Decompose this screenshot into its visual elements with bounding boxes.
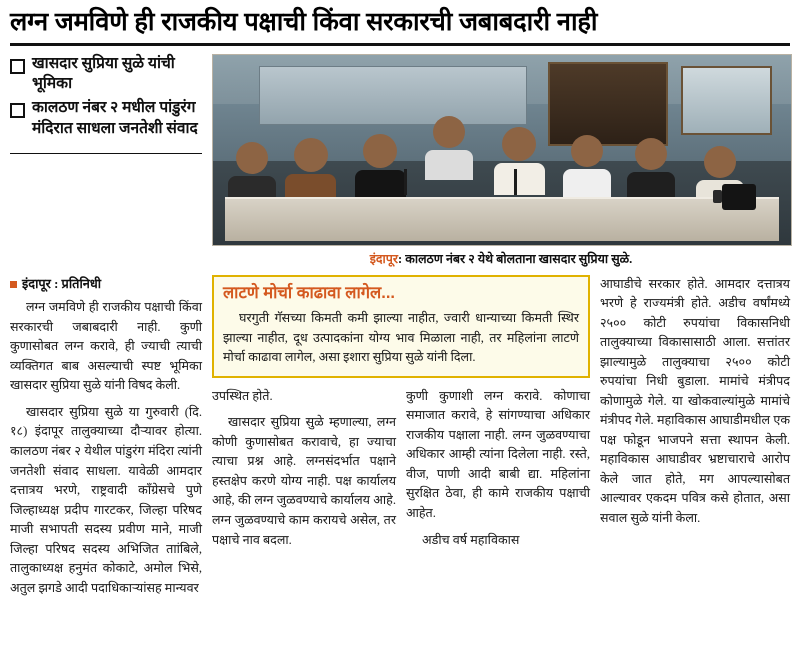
body-column-1 bbox=[10, 275, 202, 606]
square-marker-icon bbox=[10, 281, 17, 288]
photo-caption-place: इंदापूर bbox=[369, 251, 398, 266]
photo-caption bbox=[212, 250, 790, 267]
photo-speaker bbox=[502, 127, 536, 195]
article-photo bbox=[212, 54, 792, 246]
body-column-2 bbox=[212, 387, 396, 557]
photo-caption-text: : कालठण नंबर २ येथे बोलताना खासदार सुप्रिया सुळे. bbox=[397, 251, 633, 266]
byline bbox=[10, 275, 202, 295]
photo-table bbox=[225, 197, 780, 241]
photo-person-head bbox=[571, 135, 603, 167]
kicker-item bbox=[10, 98, 202, 139]
page-title: लग्न जमविणे ही राजकीय पक्षाची किंवा सरकारची जबाबदारी नाही bbox=[10, 8, 598, 36]
photo-person bbox=[363, 134, 397, 202]
kicker-item-label: कालठण नंबर २ मधील पांडुरंग मंदिरात साधला जनतेशी संवाद bbox=[32, 99, 198, 137]
video-camera-icon bbox=[722, 184, 756, 210]
paragraph: लग्न जमविणे ही राजकीय पक्षाची किंवा सरकारची जबाबदारी नाही. कुणी कुणासोबत लग्न करावे, ही ज्याची त्याची व्यक्तिगत बाब असल्याची स्पष्ट भूमिका खासदार सुप्रिया सुळे यांनी विषद केली. bbox=[10, 300, 202, 393]
paragraph: आघाडीचे सरकार होते. आमदार दत्तात्रय भरणे हे राज्यमंत्री होते. अडीच वर्षांमध्ये २५०० कोटी रुपयांचा विकासनिधी तालुक्याच्या विकासासाठी आला. सत्तांतर झाल्यामुळे तालुक्याचा २५०० कोटी रुपयांचा निधी बुडाला. मामांचे मंत्रीपद कोणामुळे गेले. या खोकवाल्यांमुळे मामांचे मंत्रीपद गेले. महाविकास आघाडीमधील एक पक्ष फोडून भाजपने सत्ता स्थापन केली. महाविकास आघाडीवर भ्रष्टाचाराचे आरोप केले जात होते, मग आपल्यासोबत आल्यावर एकदम पवित्र कसे होतात, असा सवाल सुळे यांनी केला. bbox=[600, 276, 790, 525]
photo-person-head bbox=[704, 146, 736, 178]
quote-title: लाटणे मोर्चा काढावा लागेल... bbox=[223, 283, 395, 302]
photo-person-head bbox=[635, 138, 667, 170]
middle-stack bbox=[212, 275, 590, 606]
photo-person-body bbox=[563, 169, 611, 199]
square-bullet-icon bbox=[10, 103, 25, 118]
photo-doorway bbox=[548, 62, 668, 146]
paragraph: खासदार सुप्रिया सुळे म्हणाल्या, लग्न कोणी कुणासोबत करावाचे, हा ज्याचा त्याचा प्रश्न आहे. लग्नसंदर्भात पक्षाने हस्तक्षेप करणे योग्य नाही. पक्ष कार्यालय आहे, की लग्न जुळवण्याचे कार्यालय आहे. लग्न जुळवण्याचे काम करायचे असेल, तर पक्षाचे नाव बदला. bbox=[212, 415, 396, 547]
middle-columns bbox=[212, 387, 590, 557]
paragraph: कुणी कुणाशी लग्न करावे. कोणाचा समाजात करावे, हे सांगण्याचा अधिकार राजकीय पक्षाला नाही. लग्न जुळवण्याचा अधिकार आम्ही त्यांना दिलेला नाही. रस्ते, वीज, पाणी आदी बाबी द्या. महिलांना सुरक्षित ठेवा, ही कामे राजकीय पक्षाची आहेत. bbox=[406, 388, 590, 520]
quote-body: घरगुती गॅसच्या किमती कमी झाल्या नाहीत, ज्वारी धान्याच्या किमती स्थिर झाल्या नाहीत, दूध उत्पादकांना योग्य भाव मिळाला नाही, तर महिलांना लाटणे मोर्चा काढावा लागेल, असा इशारा सुप्रिया सुळे यांनी दिला. bbox=[223, 311, 579, 365]
microphone-icon bbox=[514, 169, 517, 195]
body-column-4 bbox=[600, 275, 790, 606]
square-bullet-icon bbox=[10, 59, 25, 74]
photo-window bbox=[681, 66, 772, 135]
paragraph: अडीच वर्ष महाविकास bbox=[422, 532, 520, 547]
photo-person bbox=[433, 116, 465, 180]
kicker-item-label: खासदार सुप्रिया सुळे यांची भूमिका bbox=[32, 54, 175, 92]
photo-person bbox=[635, 138, 667, 202]
photo-speaker-body bbox=[494, 163, 545, 195]
highlight-quote-box bbox=[212, 275, 590, 378]
photo-backdrop-banner bbox=[259, 66, 527, 125]
top-area bbox=[10, 54, 790, 267]
photo-person-head bbox=[294, 138, 328, 172]
photo-wrap bbox=[212, 54, 790, 267]
microphone-icon bbox=[404, 169, 407, 195]
photo-person-head bbox=[363, 134, 397, 168]
photo-person-body bbox=[425, 150, 473, 180]
paragraph: उपस्थित होते. bbox=[212, 388, 273, 403]
photo-person bbox=[571, 135, 603, 199]
photo-person-head bbox=[433, 116, 465, 148]
headline-section bbox=[10, 8, 790, 46]
photo-speaker-head bbox=[502, 127, 536, 161]
kicker-item bbox=[10, 54, 202, 95]
byline-text: इंदापूर : प्रतिनिधी bbox=[22, 276, 102, 291]
article-body bbox=[10, 275, 790, 606]
photo-person-head bbox=[236, 142, 268, 174]
kicker-box bbox=[10, 54, 202, 155]
body-column-3 bbox=[406, 387, 590, 557]
paragraph: खासदार सुप्रिया सुळे या गुरुवारी (दि. १८) इंदापूर तालुक्याच्या दौऱ्यावर होत्या. कालठण नंबर २ येथील पांडुरंग मंदिरा त्यांनी जनतेशी संवाद साधला. यावेळी आमदार दत्तात्रय भरणे, राष्ट्रवादी काँग्रेसचे पुणे जिल्हाध्यक्ष प्रदीप गारटकर, जिल्हा परिषद माजी सभापती सदस्य प्रवीण माने, माजी जिल्हा परिषद सदस्य अभिजित ताांबिले, तालुकाध्यक्ष हनुमंत कोकाटे, अमोल भिसे, अतुल झगडे आदी पदाधिकाऱ्यांसह मान्यवर bbox=[10, 404, 202, 595]
